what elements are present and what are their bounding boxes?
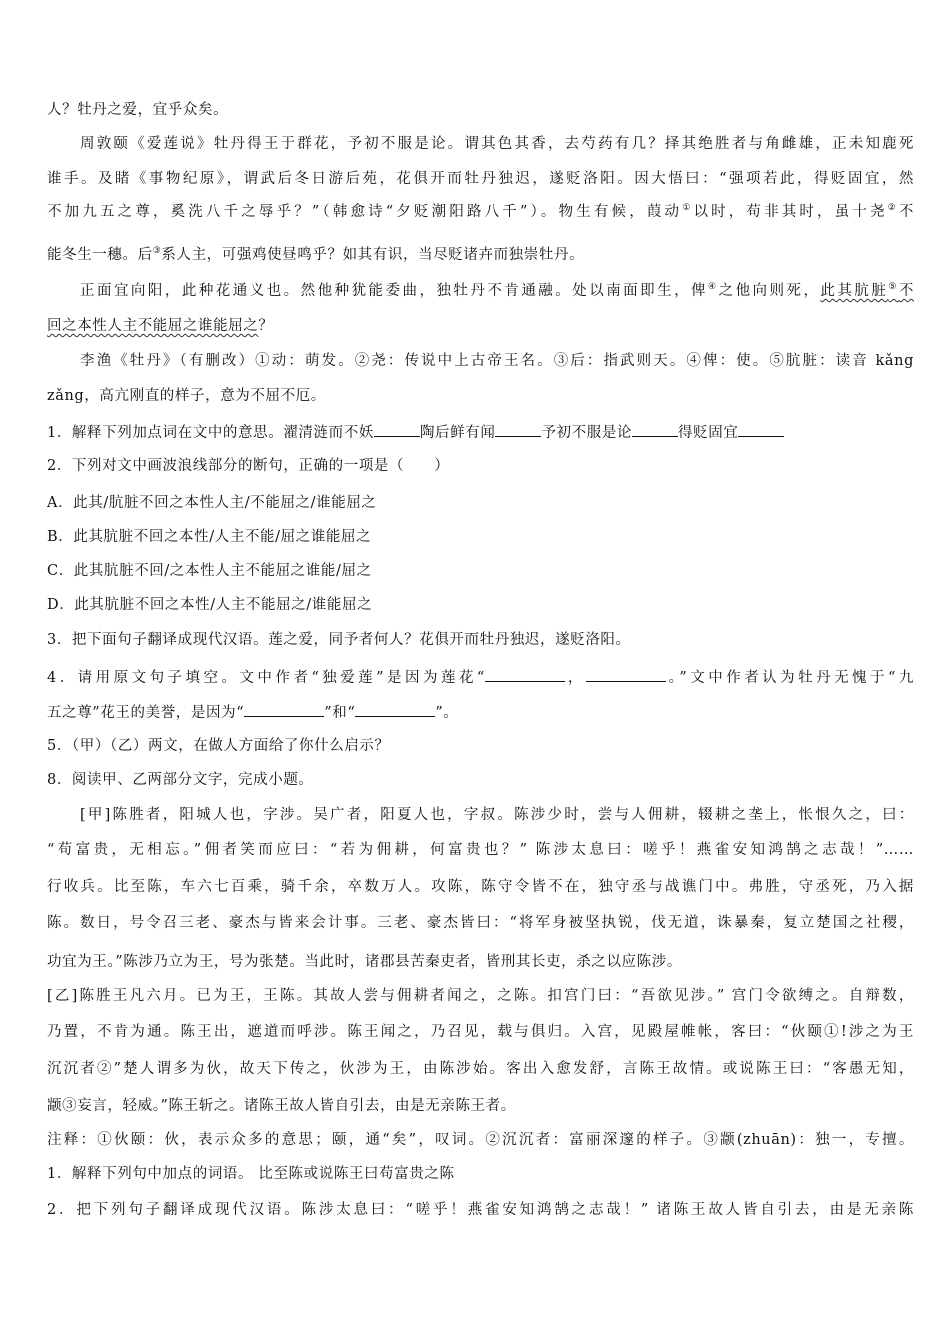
text-line: “苟富贵，无相忘。”佣者笑而应曰：“若为佣耕，何富贵也？” 陈涉太息曰：嗟乎！燕雀安知鸿鹄之志哉！”…… <box>47 842 914 858</box>
answer-blank[interactable] <box>355 701 435 717</box>
text-line: [甲]陈胜者，阳城人也，字涉。吴广者，阳夏人也，字叔。陈涉少时，尝与人佣耕，辍耕之垄上，怅恨久之，曰： <box>80 807 914 823</box>
footnote-marker: ② <box>887 203 899 214</box>
answer-blank[interactable] <box>738 421 784 437</box>
text-line: 功宜为王。”陈涉乃立为王，号为张楚。当此时，诸郡县苦秦吏者，皆刑其长吏，杀之以应陈涉。 <box>47 954 682 970</box>
text-line: [乙]陈胜王凡六月。已为王，王陈。其故人尝与佣耕者闻之，之陈。扣宫门曰：“吾欲见涉。” 宫门令欲缚之。自辩数， <box>47 988 914 1004</box>
footnote-marker: ③ <box>152 246 162 257</box>
question-8-1: 1．解释下列句中加点的词语。 比至陈或说陈王曰苟富贵之陈 <box>47 1166 455 1182</box>
option-d[interactable]: D．此其肮脏不回之本性/人主不能屈之/谁能屈之 <box>47 597 373 613</box>
text-line: 能冬生一穗。后③系人主，可强鸡使昼鸣乎？如其有识，当尽贬诸卉而独崇牡丹。 <box>47 246 585 263</box>
option-a[interactable]: A．此其/肮脏不回之本性人主/不能屈之/谁能屈之 <box>47 495 377 511</box>
annotation-notes: 注释：①伙颐：伙，表示众多的意思；颐，通“矣”，叹词。②沉沉者：富丽深邃的样子。③颛(zhuān)：独一，专擅。 <box>47 1132 914 1148</box>
question-4-cont: 五之尊”花王的美誉，是因为“ ”和“ ”。 <box>47 701 914 723</box>
text-line: 颛③妄言，轻威。”陈王斩之。诸陈王故人皆自引去，由是无亲陈王者。 <box>47 1098 516 1114</box>
footnote-marker: ④ <box>708 282 719 293</box>
answer-blank[interactable] <box>244 701 324 717</box>
text-line: 谁手。及睹《事物纪原》，谓武后冬日游后苑，花俱开而牡丹独迟，遂贬洛阳。因大悟曰：“强项若此，得贬固宜，然 <box>47 171 914 187</box>
text-line: 不加九五之尊，奚洗八千之辱乎？”（韩愈诗“夕贬潮阳路八千”）。物生有候，葭动①以时，苟非其时，虽十尧②不 <box>47 203 915 220</box>
answer-blank[interactable] <box>485 666 565 682</box>
question-8-2: 2．把下列句子翻译成现代汉语。陈涉太息曰：“嗟乎！燕雀安知鸿鹄之志哉！” 诸陈王故人皆自引去，由是无亲陈 <box>47 1202 914 1218</box>
text-line: 乃置，不肯为通。陈王出，遮道而呼涉。陈王闻之，乃召见，载与俱归。入宫，见殿屋帷帐，客曰：“伙颐①!涉之为王 <box>47 1024 914 1040</box>
section-title: 8．阅读甲、乙两部分文字，完成小题。 <box>47 772 314 788</box>
question-3: 3．把下面句子翻译成现代汉语。莲之爱，同予者何人？花俱开而牡丹独迟，遂贬洛阳。 <box>47 632 631 648</box>
wavy-underlined-text: 此其肮脏⑤不 <box>820 282 914 299</box>
text-line: 沉沉者②”楚人谓多为伙，故天下传之，伙涉为王，由陈涉始。客出入愈发舒，言陈王故情。或说陈王曰：“客愚无知， <box>47 1061 914 1077</box>
text-line: 周敦颐《爱莲说》牡丹得王于群花，予初不服是论。谓其色其香，去芍药有几？择其绝胜者与角雌雄，正未知鹿死 <box>80 136 914 152</box>
question-4: 4．请用原文句子填空。文中作者“独爱莲”是因为莲花“ ， 。”文中作者认为牡丹无愧于“九 <box>47 666 914 688</box>
source-note: zǎng，高亢刚直的样子，意为不屈不厄。 <box>47 388 326 404</box>
question-1: 1．解释下列加点词在文中的意思。濯清涟而不妖 陶后鲜有闻 予初不服是论 得贬固宜 <box>47 421 914 443</box>
wavy-underlined-text: 回之本性人主不能屈之谁能屈之 <box>47 318 259 334</box>
text-line: 陈。数日，号令召三老、豪杰与皆来会计事。三老、豪杰皆曰：“将军身被坚执锐，伐无道，诛暴秦，复立楚国之社稷， <box>47 915 914 931</box>
text-line: 正面宜向阳，此种花通义也。然他种犹能委曲，独牡丹不肯通融。处以南面即生，俾④之他向则死，此其肮脏⑤不 <box>80 282 914 299</box>
footnote-marker: ① <box>682 203 694 214</box>
answer-blank[interactable] <box>632 421 678 437</box>
text-line: 行收兵。比至陈，车六七百乘，骑千余，卒数万人。攻陈，陈守令皆不在，独守丞与战谯门中。弗胜，守丞死，乃入据 <box>47 879 914 895</box>
option-c[interactable]: C．此其肮脏不回/之本性人主不能屈之谁能/屈之 <box>47 563 372 579</box>
answer-blank[interactable] <box>374 421 420 437</box>
answer-blank[interactable] <box>495 421 541 437</box>
option-b[interactable]: B．此其肮脏不回之本性/人主不能/屈之谁能屈之 <box>47 529 372 545</box>
text-line: 人？牡丹之爱，宜乎众矣。 <box>47 102 229 118</box>
question-5: 5．（甲）（乙）两文，在做人方面给了你什么启示？ <box>47 738 390 754</box>
source-note: 李渔《牡丹》（有删改）①动：萌发。②尧：传说中上古帝王名。③后：指武则天。④俾：使。⑤肮脏：读音 kǎng <box>80 353 914 369</box>
text-line: 回之本性人主不能屈之谁能屈之？ <box>47 318 274 334</box>
question-2: 2．下列对文中画波浪线部分的断句，正确的一项是（ ） <box>47 458 450 474</box>
answer-blank[interactable] <box>586 666 666 682</box>
